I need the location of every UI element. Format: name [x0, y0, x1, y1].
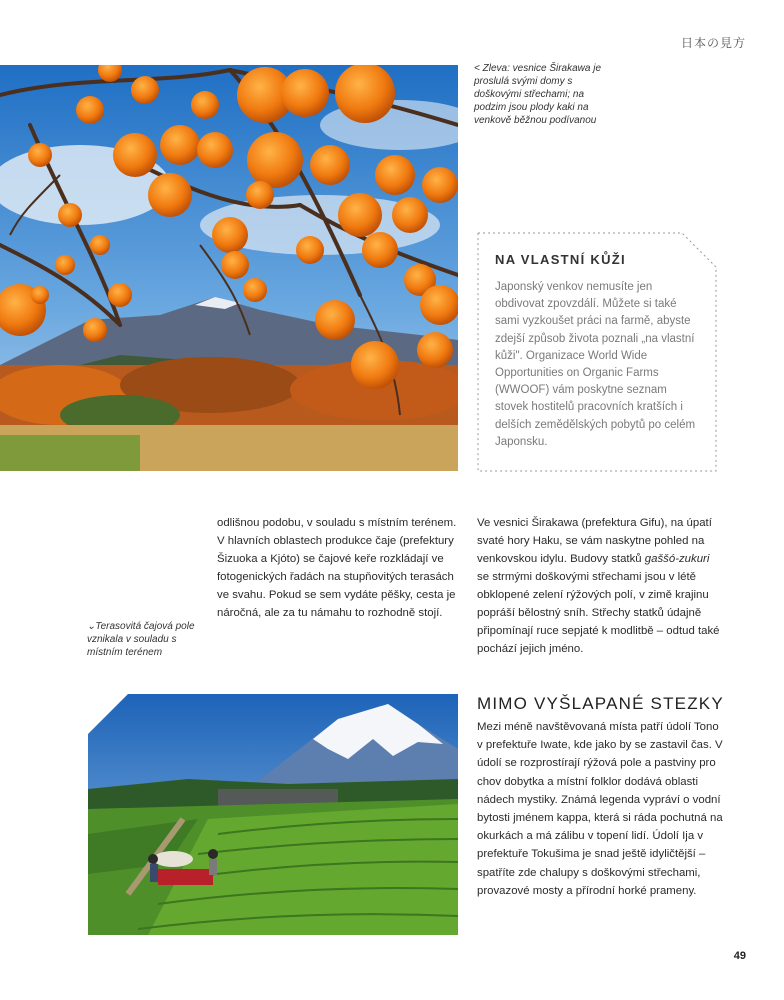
sidebar-title: NA VLASTNÍ KŮŽI — [495, 252, 626, 267]
middle-photo-caption: ⌄Terasovitá čajová pole vznikala v souladu s místním terénem — [87, 621, 195, 658]
italic-term: gaššó-zukuri — [644, 553, 710, 565]
section-text: Mezi méně navštěvovaná místa patří údolí Tono v prefektuře Iwate, kde jako by se zastavil čas. V údolí se rozprostírají rýžová pole a pastviny pro chov dobytka a místní folklor dodává oblasti nádech mystiky. Známá legenda vypráví o vodní bytosti jménem kappa, která si ráda pochutná na okurkách a má zálibu v topení lidí. Údolí Ija v prefektuře Tokušima je snad ještě idyličtější – spatříte zde chalupy s doškovými střechami, provazové mosty a přírodní horké prameny. — [477, 721, 723, 897]
page-number: 49 — [733, 950, 746, 962]
body-column-left: odlišnou podobu, v souladu s místním terénem. V hlavních oblastech produkce čaje (prefektury Šizuoka a Kjóto) se čajové keře rozkládají ve fotogenických řadách na stupňovitých terasách ve svahu. Pokud se sem vydáte pěšky, cesta je náročná, ale za tu námahu to rozhodně stojí. — [217, 517, 457, 619]
running-header: 日本の見方 — [680, 36, 746, 50]
tea-field-photo — [88, 694, 458, 935]
section-title: MIMO VYŠLAPANÉ STEZKY — [477, 694, 724, 713]
persimmon-photo — [0, 65, 458, 471]
sidebar-box — [477, 232, 717, 472]
body-column-right — [477, 514, 722, 658]
sidebar-text: Japonský venkov nemusíte jen obdivovat zpovzdálí. Můžete si také sami vyzkoušet práci na farmě, abyste zdejší způsob života poznali „na vlastní kůži". Organizace World Wide Opportunities on Organic Farms (WWOOF) vám poskytne seznam stovek hostitelů pracovních kratších i delších zemědělských pobytů po celém Japonsku. — [495, 281, 696, 448]
body-column-right-text: Ve vesnici Širakawa (prefektura Gifu), na úpatí svaté hory Haku, se vám naskytne pohled na venkovskou idylu. Budovy statků gaššó-zukuri se strmými doškovými střechami jsou v létě obklopené zelení rýžových polí, v zimě krajinu popráší bělostný sníh. Střechy statků údajně připomínají ruce sepjaté k modlitbě – odtud také pochází jejich jméno. — [477, 517, 720, 655]
top-photo-caption: < Zleva: vesnice Širakawa je proslulá svými domy s doškovými střechami; na podzim jsou plody kaki na venkově běžnou podívanou — [474, 63, 602, 126]
